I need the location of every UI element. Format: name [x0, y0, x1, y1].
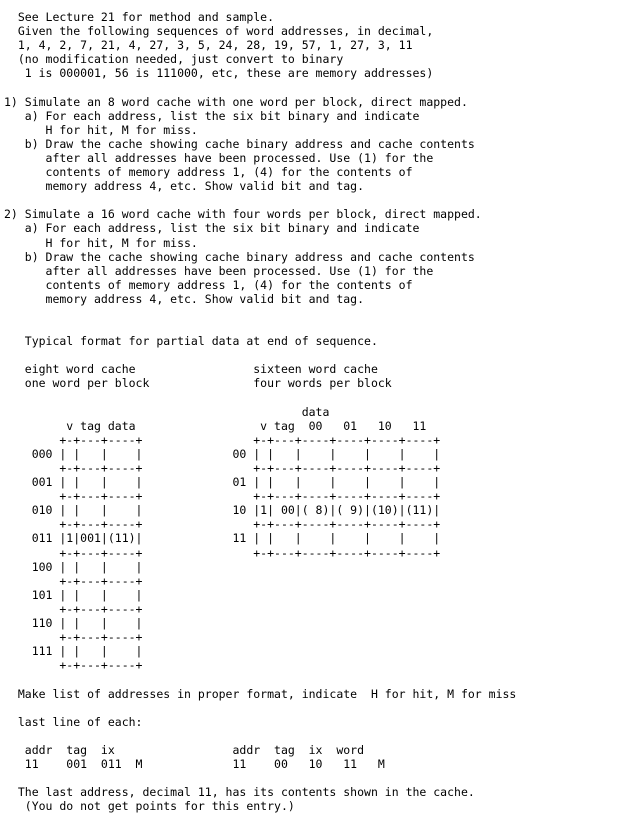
text-line: 010 | | | | 10 |1| 00|( 8)|( 9)|(10)|(11)|: [4, 503, 441, 518]
text-line: 2) Simulate a 16 word cache with four words per block, direct mapped.: [4, 207, 482, 222]
text-line: The last address, decimal 11, has its contents shown in the cache.: [4, 785, 475, 800]
text-line: 100 | | | |: [4, 559, 143, 574]
text-line: 111 | | | |: [4, 644, 143, 659]
text-line: contents of memory address 1, (4) for the contents of: [4, 277, 413, 292]
text-line: 000 | | | | 00 | | | | | | |: [4, 446, 441, 461]
text-line: [4, 320, 628, 334]
text-line: [4, 193, 628, 207]
text-line: Typical format for partial data at end of sequence.: [4, 334, 378, 349]
text-line: 1, 4, 2, 7, 21, 4, 27, 3, 5, 24, 28, 19, 57, 1, 27, 3, 11: [4, 38, 413, 53]
text-line: Given the following sequences of word addresses, in decimal,: [4, 24, 434, 39]
text-line: one word per block four words per block: [4, 376, 392, 391]
text-line: data: [4, 404, 330, 419]
text-line: contents of memory address 1, (4) for the contents of: [4, 165, 413, 180]
text-line: [4, 672, 628, 686]
text-line: memory address 4, etc. Show valid bit and tag.: [4, 179, 365, 194]
text-line: [4, 729, 628, 743]
text-line: +-+---+----+ +-+---+----+----+----+----+: [4, 517, 441, 532]
text-line: after all addresses have been processed. Use (1) for the: [4, 263, 434, 278]
text-line: 11 001 011 M 11 00 10 11 M: [4, 756, 385, 771]
text-line: v tag data v tag 00 01 10 11: [4, 418, 427, 433]
text-line: after all addresses have been processed. Use (1) for the: [4, 150, 434, 165]
text-line: b) Draw the cache showing cache binary address and cache contents: [4, 136, 475, 151]
text-line: See Lecture 21 for method and sample.: [4, 10, 275, 24]
text-line: 011 |1|001|(11)| 11 | | | | | | |: [4, 531, 441, 546]
text-line: last line of each:: [4, 714, 143, 729]
text-line: eight word cache sixteen word cache: [4, 362, 378, 377]
text-line: +-+---+----+: [4, 658, 143, 673]
text-line: +-+---+----+: [4, 601, 143, 616]
text-line: a) For each address, list the six bit binary and indicate: [4, 108, 420, 123]
text-line: [4, 771, 628, 785]
text-line: 110 | | | |: [4, 616, 143, 631]
text-line: +-+---+----+ +-+---+----+----+----+----+: [4, 545, 441, 560]
text-line: +-+---+----+ +-+---+----+----+----+----+: [4, 461, 441, 475]
text-line: 101 | | | |: [4, 587, 143, 602]
text-line: [4, 80, 628, 94]
text-line: [4, 701, 628, 715]
text-line: [4, 391, 628, 405]
text-line: memory address 4, etc. Show valid bit and tag.: [4, 291, 365, 306]
text-line: 1) Simulate an 8 word cache with one word per block, direct mapped.: [4, 94, 468, 109]
text-line: b) Draw the cache showing cache binary address and cache contents: [4, 249, 475, 264]
text-line: addr tag ix addr tag ix word: [4, 742, 365, 757]
text-line: 001 | | | | 01 | | | | | | |: [4, 475, 441, 490]
text-line: +-+---+----+: [4, 630, 143, 645]
text-line: [4, 306, 628, 320]
text-line: Make list of addresses in proper format, indicate H for hit, M for miss: [4, 686, 517, 701]
text-line: +-+---+----+ +-+---+----+----+----+----+: [4, 432, 441, 447]
text-line: (You do not get points for this entry.): [4, 799, 295, 814]
text-line: (no modification needed, just convert to binary: [4, 52, 344, 67]
text-line: +-+---+----+ +-+---+----+----+----+----+: [4, 489, 441, 504]
text-line: 1 is 000001, 56 is 111000, etc, these are memory addresses): [4, 66, 434, 81]
text-line: [4, 348, 628, 362]
text-line: +-+---+----+: [4, 573, 143, 588]
text-line: H for hit, M for miss.: [4, 122, 198, 137]
text-line: a) For each address, list the six bit binary and indicate: [4, 221, 420, 236]
text-line: H for hit, M for miss.: [4, 235, 198, 250]
